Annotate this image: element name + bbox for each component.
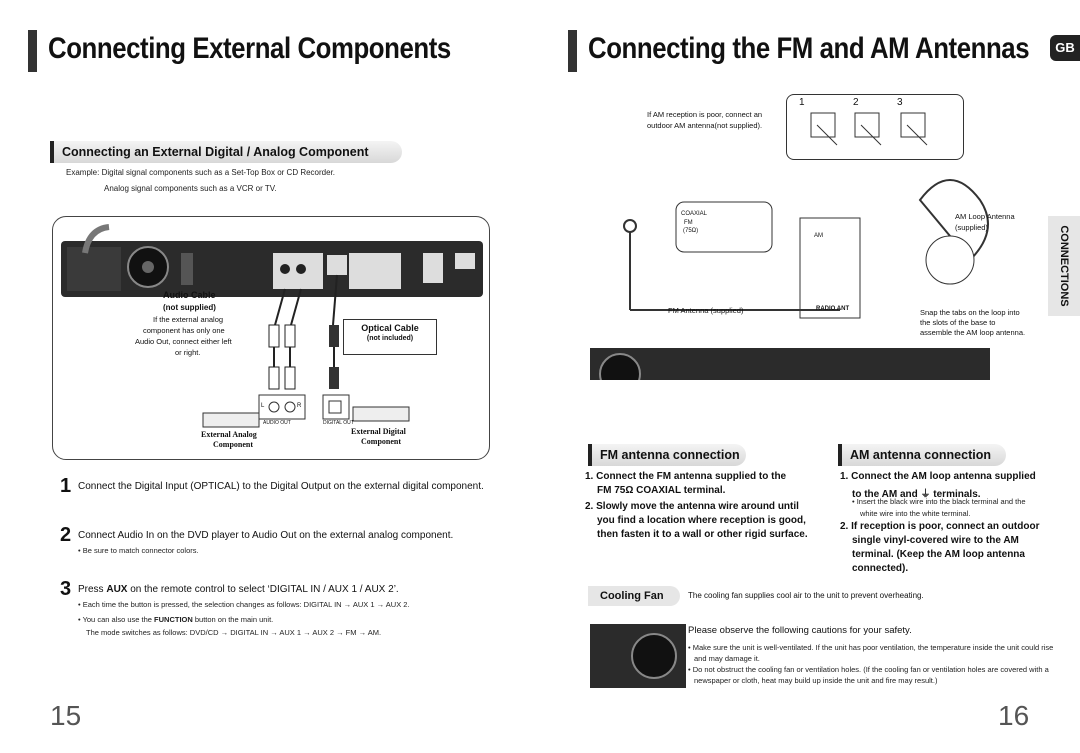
step-3-b2-prefix: • You can also use the: [78, 615, 155, 624]
step-1-text: Connect the Digital Input (OPTICAL) to the Digital Output on the external digital component.: [78, 481, 484, 492]
page-number-right: 16: [998, 700, 1030, 731]
example-line-1: Example: Digital signal components such as a Set-Top Box or CD Recorder.: [66, 168, 336, 177]
cooling-fan-text: Cooling Fan: [600, 590, 664, 602]
right-page-title: Connecting the FM and AM Antennas: [588, 32, 1030, 65]
am-steps-box: [786, 94, 964, 160]
am-step-1a: 1. Connect the AM loop antenna supplied: [840, 471, 1036, 482]
audio-cable-note-2: component has only one: [143, 326, 225, 335]
am-label: AM: [814, 233, 823, 239]
snap-1: Snap the tabs on the loop into: [920, 308, 1020, 317]
am-loop-1: AM Loop Antenna: [955, 212, 1015, 221]
step-2-text: Connect Audio In on the DVD player to Audio Out on the external analog component.: [78, 530, 454, 541]
am-poor-1: If AM reception is poor, connect an: [647, 110, 763, 119]
am-poor-2: outdoor AM antenna(not supplied).: [647, 121, 763, 130]
fm-step-2c: then fasten it to a wall or other rigid surface.: [597, 529, 808, 540]
fm-step-1b: FM 75Ω COAXIAL terminal.: [597, 485, 726, 496]
optical-cable-title: Optical Cable: [361, 323, 419, 333]
r-label: R: [297, 403, 302, 409]
fm-label: FM: [684, 220, 693, 226]
am-step-2d: connected).: [852, 563, 909, 574]
cooling-fan-label: [588, 586, 680, 606]
snap-2: the slots of the base to: [920, 318, 996, 327]
am-section-text: AM antenna connection: [850, 448, 991, 462]
step-3-text: [78, 584, 399, 595]
caution-1b: and may damage it.: [694, 654, 760, 663]
step-3-b2-bold: FUNCTION: [154, 615, 193, 624]
caution-1a: • Make sure the unit is well-ventilated. If the unit has poor ventilation, the temperature inside the unit could rise: [688, 643, 1054, 652]
optical-cable-sub: (not included): [366, 335, 414, 342]
am-step-1b: to the AM and ⏚ terminals.: [852, 489, 981, 500]
page-number-left: 15: [50, 700, 82, 731]
title-bar: [28, 30, 37, 72]
example-line-2: Analog signal components such as a VCR or TV.: [104, 184, 277, 193]
am-step-2b: single vinyl-covered wire to the AM: [852, 535, 1019, 546]
step-2-num: 2: [60, 524, 72, 546]
step-3-bullet-2: [78, 615, 273, 624]
optical-cable-box: [343, 319, 437, 355]
am-loop-2: (supplied): [955, 223, 988, 232]
cooling-text: The cooling fan supplies cool air to the unit to prevent overheating.: [688, 591, 924, 600]
section-title: [50, 141, 402, 163]
connection-diagram: [52, 216, 490, 460]
snap-3: assemble the AM loop antenna.: [920, 328, 1026, 337]
ext-digital-1: External Digital: [351, 427, 406, 436]
step-3-prefix: Press: [78, 584, 107, 595]
radio-ant-label: RADIO ANT: [816, 306, 850, 312]
step-num-1: 1: [799, 97, 805, 108]
ext-digital-2: Component: [361, 437, 402, 446]
audio-cable-sub: (not supplied): [163, 303, 216, 312]
left-page-title: Connecting External Components: [48, 32, 451, 65]
audio-cable-note-4: or right.: [175, 348, 201, 357]
fm-step-2b: you find a location where reception is good,: [597, 515, 806, 526]
connections-tab-text: CONNECTIONS: [1058, 225, 1070, 307]
step-3-suffix: on the remote control to select ‘DIGITAL IN / AUX 1 / AUX 2’.: [127, 584, 399, 595]
digital-out-label: DIGITAL OUT: [323, 420, 354, 426]
step-2-bullet: • Be sure to match connector colors.: [78, 546, 199, 555]
fm-step-2a: 2. Slowly move the antenna wire around until: [585, 501, 799, 512]
am-section-title: [838, 444, 1006, 466]
connections-tab: [1048, 216, 1080, 316]
gb-badge: GB: [1050, 35, 1080, 61]
ohm-label: (75Ω): [683, 228, 699, 234]
fm-step-1a: 1. Connect the FM antenna supplied to the: [585, 471, 787, 482]
fm-section-title: [588, 444, 746, 466]
antenna-diagram: [590, 160, 1030, 380]
am-step-2c: terminal. (Keep the AM loop antenna: [852, 549, 1025, 560]
step-3-bold: AUX: [106, 584, 128, 595]
cooling-fan-art: [590, 624, 686, 688]
step-num-3: 3: [897, 97, 903, 108]
caution-2b: newspaper or cloth, heat may build up inside the unit and fire may result.): [694, 676, 938, 685]
fm-antenna-label: FM Antenna (supplied): [668, 306, 744, 315]
step-3-num: 3: [60, 578, 72, 600]
audio-cable-note-3: Audio Out, connect either left: [135, 337, 232, 346]
audio-cable-title: Audio Cable: [163, 290, 216, 300]
l-label: L: [261, 403, 265, 409]
audio-out-label: AUDIO OUT: [263, 420, 291, 426]
ext-analog-1: External Analog: [201, 430, 257, 439]
audio-cable-note-1: If the external analog: [153, 315, 224, 324]
am-bullet-1: • Insert the black wire into the black terminal and the: [852, 497, 1026, 506]
step-3-bullet-1: • Each time the button is pressed, the selection changes as follows: DIGITAL IN → AUX 1 → AUX 2.: [78, 600, 410, 609]
step-num-2: 2: [853, 97, 859, 108]
section-title-text: Connecting an External Digital / Analog Component: [62, 145, 369, 159]
caution-2a: • Do not obstruct the cooling fan or ventilation holes. (If the cooling fan or ventilation holes are covered with a: [688, 665, 1049, 674]
am-step-2a: 2. If reception is poor, connect an outdoor: [840, 521, 1040, 532]
title-bar-right: [568, 30, 577, 72]
am-bullet-2: white wire into the white terminal.: [860, 509, 971, 518]
cautions-title: Please observe the following cautions for your safety.: [688, 625, 912, 636]
step-3-bullet-3: The mode switches as follows: DVD/CD → DIGITAL IN → AUX 1 → AUX 2 → FM → AM.: [86, 628, 382, 637]
ext-analog-2: Component: [213, 440, 254, 449]
terminal-steps-art: [787, 95, 963, 159]
coaxial-label: COAXIAL: [681, 211, 708, 217]
step-1-num: 1: [60, 475, 72, 497]
step-3-b2-suffix: button on the main unit.: [192, 615, 274, 624]
fm-section-text: FM antenna connection: [600, 448, 740, 462]
